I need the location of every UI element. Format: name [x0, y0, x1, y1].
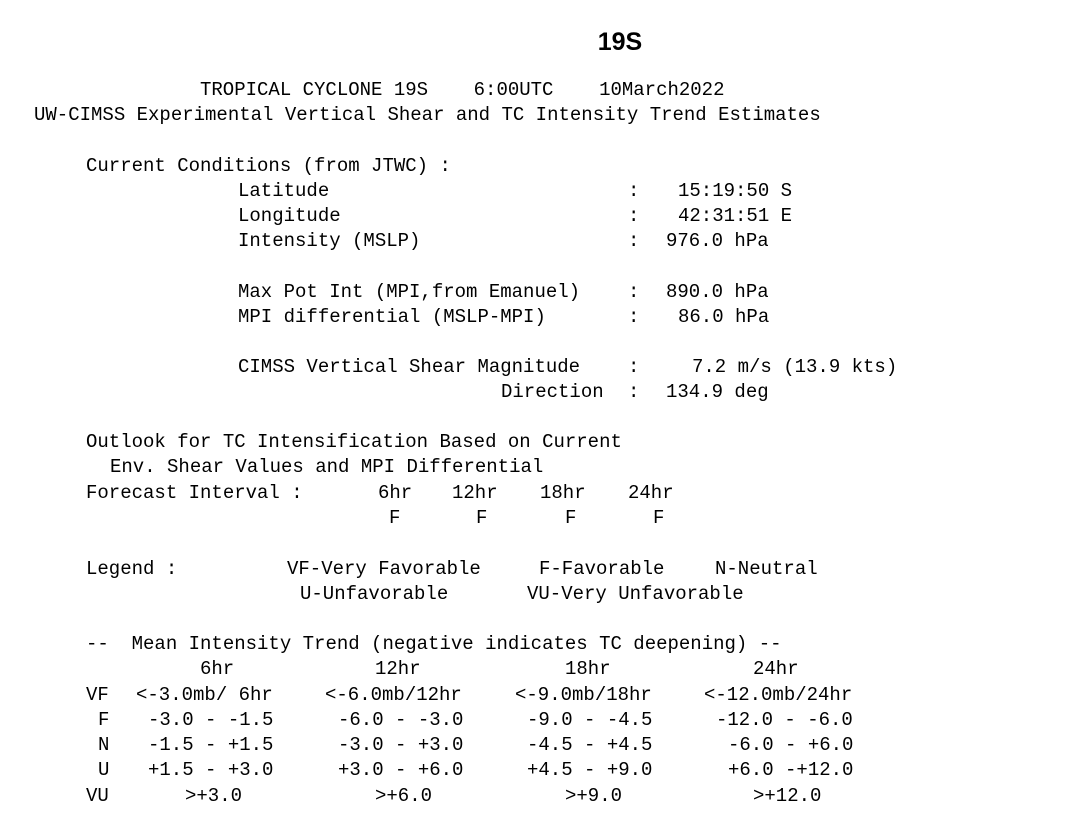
mpi-diff-value: 86.0 hPa: [678, 306, 770, 328]
mpi-colon: :: [628, 281, 640, 303]
latitude-label: Latitude: [238, 180, 330, 202]
trend-cell: <-6.0mb/12hr: [325, 684, 462, 706]
longitude-label: Longitude: [238, 205, 341, 227]
trend-title: -- Mean Intensity Trend (negative indicates TC deepening) --: [86, 633, 782, 655]
trend-cell: >+6.0: [375, 785, 433, 807]
direction-label: Direction: [501, 381, 604, 403]
direction-value: 134.9 deg: [666, 381, 769, 403]
trend-row-label: F: [98, 709, 110, 731]
legend-label: Legend :: [86, 558, 178, 580]
forecast-interval-24hr: 24hr: [628, 482, 674, 504]
intensity-value: 976.0 hPa: [666, 230, 769, 252]
trend-cell: -6.0 - +6.0: [728, 734, 854, 756]
direction-colon: :: [628, 381, 640, 403]
current-conditions-heading: Current Conditions (from JTWC) :: [86, 155, 451, 177]
header-line-1: TROPICAL CYCLONE 19S 6:00UTC 10March2022: [200, 79, 725, 101]
shear-value: 7.2 m/s (13.9 kts): [692, 356, 898, 378]
legend-vu: VU-Very Unfavorable: [527, 583, 744, 605]
trend-row-label: U: [98, 759, 110, 781]
latitude-colon: :: [628, 180, 640, 202]
trend-column-18hr: 18hr: [565, 658, 611, 680]
trend-cell: <-9.0mb/18hr: [515, 684, 652, 706]
forecast-value-18hr: F: [565, 507, 577, 529]
mpi-diff-colon: :: [628, 306, 640, 328]
trend-cell: -9.0 - -4.5: [527, 709, 653, 731]
trend-row-label: VF: [86, 684, 109, 706]
trend-cell: +1.5 - +3.0: [148, 759, 274, 781]
trend-cell: -3.0 - -1.5: [148, 709, 274, 731]
legend-f: F-Favorable: [539, 558, 665, 580]
mpi-value: 890.0 hPa: [666, 281, 769, 303]
forecast-interval-label: Forecast Interval :: [86, 482, 303, 504]
header-line-2: UW-CIMSS Experimental Vertical Shear and TC Intensity Trend Estimates: [34, 104, 821, 126]
trend-cell: >+9.0: [565, 785, 623, 807]
shear-colon: :: [628, 356, 640, 378]
legend-u: U-Unfavorable: [300, 583, 449, 605]
trend-cell: -3.0 - +3.0: [338, 734, 464, 756]
outlook-line-2: Env. Shear Values and MPI Differential: [110, 456, 544, 478]
trend-cell: -4.5 - +4.5: [527, 734, 653, 756]
shear-label: CIMSS Vertical Shear Magnitude: [238, 356, 581, 378]
trend-cell: +6.0 -+12.0: [728, 759, 854, 781]
mpi-diff-label: MPI differential (MSLP-MPI): [238, 306, 546, 328]
trend-cell: >+12.0: [753, 785, 822, 807]
trend-row-label: N: [98, 734, 110, 756]
trend-column-6hr: 6hr: [200, 658, 235, 680]
trend-cell: -12.0 - -6.0: [716, 709, 853, 731]
trend-row-label: VU: [86, 785, 109, 807]
forecast-interval-18hr: 18hr: [540, 482, 586, 504]
trend-cell: <-3.0mb/ 6hr: [136, 684, 273, 706]
trend-cell: -1.5 - +1.5: [148, 734, 274, 756]
outlook-line-1: Outlook for TC Intensification Based on Current: [86, 431, 622, 453]
legend-vf: VF-Very Favorable: [287, 558, 481, 580]
trend-cell: <-12.0mb/24hr: [704, 684, 853, 706]
trend-cell: +3.0 - +6.0: [338, 759, 464, 781]
legend-n: N-Neutral: [715, 558, 818, 580]
trend-cell: +4.5 - +9.0: [527, 759, 653, 781]
longitude-colon: :: [628, 205, 640, 227]
latitude-value: 15:19:50 S: [678, 180, 793, 202]
forecast-value-12hr: F: [476, 507, 488, 529]
longitude-value: 42:31:51 E: [678, 205, 793, 227]
intensity-label: Intensity (MSLP): [238, 230, 421, 252]
page-heading: 19S: [597, 28, 643, 56]
trend-column-12hr: 12hr: [375, 658, 421, 680]
forecast-interval-6hr: 6hr: [378, 482, 413, 504]
forecast-interval-12hr: 12hr: [452, 482, 498, 504]
intensity-colon: :: [628, 230, 640, 252]
trend-column-24hr: 24hr: [753, 658, 799, 680]
forecast-value-24hr: F: [653, 507, 665, 529]
trend-cell: -6.0 - -3.0: [338, 709, 464, 731]
forecast-value-6hr: F: [389, 507, 401, 529]
trend-cell: >+3.0: [185, 785, 243, 807]
mpi-label: Max Pot Int (MPI,from Emanuel): [238, 281, 581, 303]
